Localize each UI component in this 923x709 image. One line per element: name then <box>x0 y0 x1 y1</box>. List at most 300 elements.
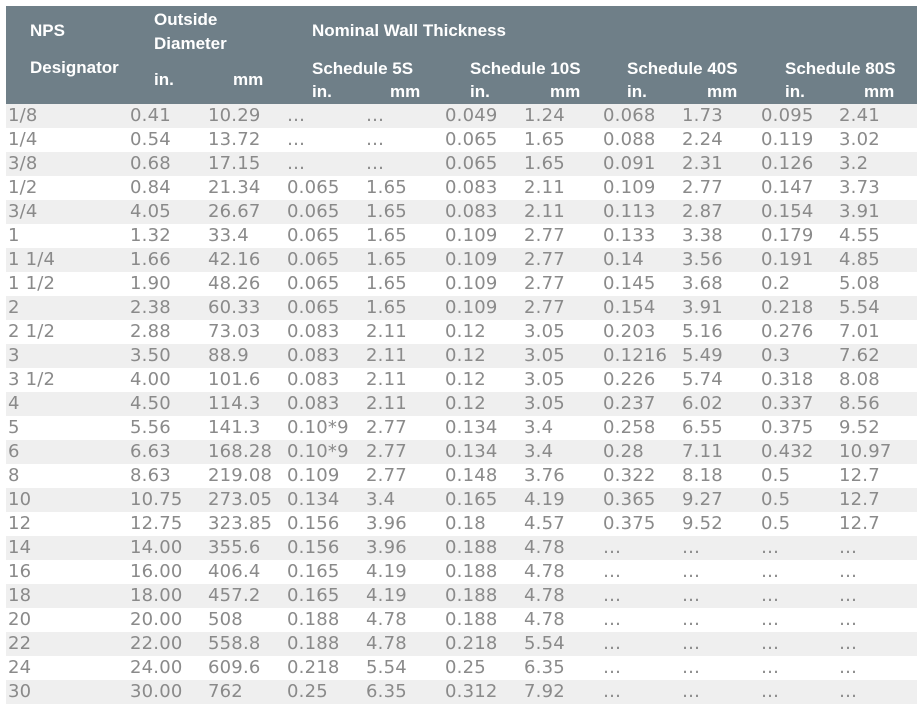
cell-sch80s-in: 0.147 <box>761 177 814 198</box>
cell-sch40s-in: … <box>603 681 622 702</box>
cell-od-in: 0.68 <box>130 153 171 174</box>
cell-sch40s-in: 0.237 <box>603 393 656 414</box>
cell-nps: 1 1/2 <box>8 273 56 294</box>
cell-nps: 16 <box>8 561 32 582</box>
table-row <box>6 176 917 200</box>
designator-header: Designator <box>30 58 119 77</box>
cell-sch10s-in: 0.134 <box>445 441 498 462</box>
cell-sch10s-mm: 4.78 <box>524 537 565 558</box>
cell-od-in: 14.00 <box>130 537 183 558</box>
cell-sch40s-mm: 1.73 <box>682 105 723 126</box>
cell-sch40s-in: … <box>603 657 622 678</box>
cell-od-mm: 17.15 <box>208 153 261 174</box>
table-row <box>6 680 917 704</box>
cell-sch80s-in: … <box>761 585 780 606</box>
cell-sch40s-in: 0.088 <box>603 129 656 150</box>
cell-sch40s-in: 0.322 <box>603 465 656 486</box>
cell-sch80s-mm: 12.7 <box>839 465 880 486</box>
cell-nps: 30 <box>8 681 32 702</box>
cell-od-mm: 457.2 <box>208 585 261 606</box>
nominal-wall-header: Nominal Wall Thickness <box>312 21 506 40</box>
cell-sch80s-in: 0.218 <box>761 297 814 318</box>
cell-od-mm: 48.26 <box>208 273 261 294</box>
cell-od-in: 16.00 <box>130 561 183 582</box>
schedule-80s-mm-header: mm <box>864 82 895 101</box>
table-row <box>6 632 917 656</box>
cell-od-in: 22.00 <box>130 633 183 654</box>
cell-sch80s-mm: 12.7 <box>839 489 880 510</box>
cell-sch10s-in: 0.049 <box>445 105 498 126</box>
cell-od-in: 3.50 <box>130 345 171 366</box>
cell-od-mm: 558.8 <box>208 633 261 654</box>
table-row <box>6 152 917 176</box>
cell-sch80s-in: 0.432 <box>761 441 814 462</box>
cell-sch10s-in: 0.12 <box>445 321 486 342</box>
cell-od-in: 4.05 <box>130 201 171 222</box>
cell-sch5s-in: 0.10*9 <box>287 441 349 462</box>
cell-sch40s-mm: … <box>682 585 701 606</box>
od-mm-header: mm <box>233 70 264 89</box>
cell-sch40s-in: 0.258 <box>603 417 656 438</box>
table-row <box>6 296 917 320</box>
cell-sch40s-in: 0.203 <box>603 321 656 342</box>
cell-sch10s-mm: 2.11 <box>524 201 565 222</box>
cell-od-in: 1.90 <box>130 273 171 294</box>
cell-sch40s-in: 0.091 <box>603 153 656 174</box>
cell-sch10s-mm: 3.05 <box>524 369 565 390</box>
cell-sch80s-mm: 4.55 <box>839 225 880 246</box>
cell-sch40s-mm: 2.24 <box>682 129 723 150</box>
cell-od-mm: 33.4 <box>208 225 249 246</box>
cell-od-in: 2.88 <box>130 321 171 342</box>
schedule-40s-header: Schedule 40S <box>627 59 738 78</box>
cell-od-mm: 219.08 <box>208 465 273 486</box>
cell-sch5s-in: 0.165 <box>287 585 340 606</box>
table-row <box>6 128 917 152</box>
cell-od-in: 1.66 <box>130 249 171 270</box>
cell-sch40s-in: 0.375 <box>603 513 656 534</box>
cell-sch10s-in: 0.083 <box>445 201 498 222</box>
cell-od-mm: 101.6 <box>208 369 261 390</box>
cell-od-mm: 355.6 <box>208 537 261 558</box>
cell-sch40s-mm: 3.68 <box>682 273 723 294</box>
cell-sch80s-mm: 3.2 <box>839 153 869 174</box>
cell-sch5s-in: 0.109 <box>287 465 340 486</box>
cell-sch10s-in: 0.188 <box>445 609 498 630</box>
cell-sch10s-mm: 1.65 <box>524 129 565 150</box>
cell-nps: 20 <box>8 609 32 630</box>
cell-sch10s-mm: 2.77 <box>524 225 565 246</box>
cell-sch80s-in: 0.095 <box>761 105 814 126</box>
cell-sch10s-mm: 7.92 <box>524 681 565 702</box>
cell-sch10s-mm: 4.57 <box>524 513 565 534</box>
cell-nps: 3/8 <box>8 153 38 174</box>
cell-sch5s-in: 0.188 <box>287 609 340 630</box>
cell-nps: 1/2 <box>8 177 38 198</box>
cell-sch5s-mm: 2.77 <box>366 417 407 438</box>
cell-sch80s-mm: 3.02 <box>839 129 880 150</box>
schedule-5s-header: Schedule 5S <box>312 59 414 78</box>
table-row <box>6 608 917 632</box>
cell-sch80s-mm: … <box>839 681 858 702</box>
cell-sch10s-mm: 2.77 <box>524 273 565 294</box>
cell-sch80s-mm: … <box>839 585 858 606</box>
cell-sch10s-mm: 3.05 <box>524 345 565 366</box>
cell-od-in: 0.54 <box>130 129 171 150</box>
cell-od-in: 10.75 <box>130 489 183 510</box>
cell-od-in: 0.84 <box>130 177 171 198</box>
cell-sch40s-in: 0.1216 <box>603 345 668 366</box>
cell-sch80s-in: 0.5 <box>761 465 791 486</box>
cell-sch80s-mm: 9.52 <box>839 417 880 438</box>
cell-sch5s-in: 0.218 <box>287 657 340 678</box>
cell-sch5s-in: 0.065 <box>287 273 340 294</box>
od-in-header: in. <box>154 70 174 89</box>
cell-sch5s-in: … <box>287 105 306 126</box>
cell-sch40s-mm: 5.16 <box>682 321 723 342</box>
table-row <box>6 512 917 536</box>
cell-sch80s-in: 0.154 <box>761 201 814 222</box>
cell-sch5s-mm: 1.65 <box>366 177 407 198</box>
cell-sch10s-in: 0.218 <box>445 633 498 654</box>
cell-sch5s-in: 0.065 <box>287 225 340 246</box>
cell-od-mm: 762 <box>208 681 243 702</box>
cell-sch5s-mm: 2.11 <box>366 369 407 390</box>
table-row <box>6 392 917 416</box>
cell-sch40s-in: … <box>603 561 622 582</box>
cell-sch80s-in: 0.5 <box>761 489 791 510</box>
od-header-line2: Diameter <box>154 34 227 53</box>
cell-nps: 18 <box>8 585 32 606</box>
cell-sch80s-in: … <box>761 609 780 630</box>
table-row <box>6 416 917 440</box>
cell-sch5s-mm: 4.19 <box>366 585 407 606</box>
cell-sch40s-in: 0.109 <box>603 177 656 198</box>
cell-od-mm: 168.28 <box>208 441 273 462</box>
cell-sch40s-mm: 7.11 <box>682 441 723 462</box>
cell-sch80s-in: 0.5 <box>761 513 791 534</box>
cell-sch5s-in: … <box>287 129 306 150</box>
cell-sch10s-in: 0.109 <box>445 249 498 270</box>
cell-sch40s-in: 0.28 <box>603 441 644 462</box>
cell-sch5s-in: 0.10*9 <box>287 417 349 438</box>
cell-od-mm: 26.67 <box>208 201 261 222</box>
table-row <box>6 584 917 608</box>
cell-sch5s-mm: 3.96 <box>366 513 407 534</box>
schedule-80s-in-header: in. <box>785 82 805 101</box>
cell-sch5s-in: 0.065 <box>287 249 340 270</box>
cell-sch10s-mm: 3.4 <box>524 441 554 462</box>
cell-sch5s-in: … <box>287 153 306 174</box>
table-row <box>6 488 917 512</box>
cell-sch5s-mm: 1.65 <box>366 297 407 318</box>
cell-od-mm: 42.16 <box>208 249 261 270</box>
cell-od-in: 0.41 <box>130 105 171 126</box>
cell-od-in: 18.00 <box>130 585 183 606</box>
cell-sch5s-mm: 2.77 <box>366 441 407 462</box>
table-row <box>6 104 917 128</box>
cell-od-mm: 323.85 <box>208 513 273 534</box>
schedule-40s-mm-header: mm <box>707 82 738 101</box>
cell-sch40s-mm: 6.02 <box>682 393 723 414</box>
cell-nps: 10 <box>8 489 32 510</box>
cell-sch5s-in: 0.083 <box>287 393 340 414</box>
cell-nps: 1 1/4 <box>8 249 56 270</box>
cell-od-in: 20.00 <box>130 609 183 630</box>
cell-sch10s-in: 0.25 <box>445 657 486 678</box>
cell-sch5s-mm: 6.35 <box>366 681 407 702</box>
cell-sch80s-in: 0.119 <box>761 129 814 150</box>
cell-sch40s-mm: … <box>682 657 701 678</box>
cell-sch40s-mm: 5.49 <box>682 345 723 366</box>
cell-sch10s-mm: 4.78 <box>524 609 565 630</box>
cell-sch10s-mm: 3.05 <box>524 321 565 342</box>
cell-sch5s-in: 0.156 <box>287 513 340 534</box>
nps-header: NPS <box>30 21 65 40</box>
cell-sch10s-mm: 1.24 <box>524 105 565 126</box>
cell-sch40s-mm: … <box>682 561 701 582</box>
cell-sch40s-mm: 6.55 <box>682 417 723 438</box>
cell-sch80s-in: … <box>761 633 780 654</box>
cell-sch80s-in: 0.126 <box>761 153 814 174</box>
cell-sch80s-in: 0.179 <box>761 225 814 246</box>
cell-nps: 1/8 <box>8 105 38 126</box>
cell-nps: 24 <box>8 657 32 678</box>
cell-sch10s-mm: 3.4 <box>524 417 554 438</box>
cell-sch40s-in: … <box>603 609 622 630</box>
cell-sch10s-in: 0.065 <box>445 153 498 174</box>
table-row <box>6 272 917 296</box>
cell-sch40s-mm: 2.31 <box>682 153 723 174</box>
cell-sch40s-mm: … <box>682 609 701 630</box>
cell-sch5s-mm: 2.11 <box>366 393 407 414</box>
cell-nps: 1 <box>8 225 20 246</box>
cell-sch40s-mm: … <box>682 537 701 558</box>
cell-sch5s-mm: 4.78 <box>366 609 407 630</box>
cell-sch10s-in: 0.312 <box>445 681 498 702</box>
cell-od-mm: 73.03 <box>208 321 261 342</box>
cell-sch5s-mm: 5.54 <box>366 657 407 678</box>
cell-sch5s-mm: 1.65 <box>366 249 407 270</box>
cell-od-mm: 141.3 <box>208 417 261 438</box>
cell-sch10s-in: 0.109 <box>445 225 498 246</box>
cell-sch80s-mm: 7.01 <box>839 321 880 342</box>
cell-sch40s-mm: 9.52 <box>682 513 723 534</box>
schedule-10s-header: Schedule 10S <box>470 59 581 78</box>
cell-sch10s-in: 0.12 <box>445 393 486 414</box>
od-header-line1: Outside <box>154 10 218 29</box>
cell-od-in: 8.63 <box>130 465 171 486</box>
cell-sch5s-in: 0.083 <box>287 369 340 390</box>
cell-sch80s-mm: … <box>839 561 858 582</box>
cell-nps: 3 1/2 <box>8 369 56 390</box>
cell-sch80s-in: 0.337 <box>761 393 814 414</box>
cell-sch5s-in: 0.083 <box>287 345 340 366</box>
cell-sch40s-in: 0.145 <box>603 273 656 294</box>
cell-sch10s-mm: 6.35 <box>524 657 565 678</box>
cell-sch40s-mm: … <box>682 633 701 654</box>
cell-sch5s-in: 0.134 <box>287 489 340 510</box>
cell-sch5s-in: 0.188 <box>287 633 340 654</box>
cell-sch40s-in: 0.365 <box>603 489 656 510</box>
cell-od-mm: 21.34 <box>208 177 261 198</box>
schedule-10s-in-header: in. <box>470 82 490 101</box>
cell-sch10s-mm: 2.77 <box>524 297 565 318</box>
cell-od-mm: 609.6 <box>208 657 261 678</box>
cell-od-in: 1.32 <box>130 225 171 246</box>
cell-sch5s-mm: 4.78 <box>366 633 407 654</box>
cell-nps: 14 <box>8 537 32 558</box>
cell-nps: 12 <box>8 513 32 534</box>
cell-sch40s-in: 0.14 <box>603 249 644 270</box>
cell-sch80s-in: … <box>761 561 780 582</box>
cell-nps: 1/4 <box>8 129 38 150</box>
table-row <box>6 224 917 248</box>
cell-sch80s-mm: 10.97 <box>839 441 892 462</box>
cell-sch80s-mm: … <box>839 633 858 654</box>
cell-sch5s-mm: … <box>366 153 385 174</box>
cell-sch10s-in: 0.109 <box>445 273 498 294</box>
cell-od-in: 30.00 <box>130 681 183 702</box>
cell-od-in: 4.50 <box>130 393 171 414</box>
cell-sch40s-mm: … <box>682 681 701 702</box>
cell-nps: 3 <box>8 345 20 366</box>
cell-sch5s-in: 0.083 <box>287 321 340 342</box>
cell-sch10s-in: 0.083 <box>445 177 498 198</box>
cell-od-mm: 13.72 <box>208 129 261 150</box>
cell-sch40s-in: 0.113 <box>603 201 656 222</box>
cell-nps: 22 <box>8 633 32 654</box>
cell-sch5s-mm: 3.96 <box>366 537 407 558</box>
cell-sch80s-in: … <box>761 657 780 678</box>
cell-od-in: 4.00 <box>130 369 171 390</box>
table-row <box>6 440 917 464</box>
table-row <box>6 320 917 344</box>
cell-sch80s-mm: 8.08 <box>839 369 880 390</box>
cell-sch10s-in: 0.18 <box>445 513 486 534</box>
cell-od-mm: 114.3 <box>208 393 261 414</box>
cell-sch10s-in: 0.148 <box>445 465 498 486</box>
table-row <box>6 536 917 560</box>
cell-sch10s-in: 0.188 <box>445 537 498 558</box>
cell-sch5s-in: 0.065 <box>287 201 340 222</box>
cell-sch10s-mm: 4.19 <box>524 489 565 510</box>
cell-sch5s-mm: 2.77 <box>366 465 407 486</box>
cell-sch40s-mm: 5.74 <box>682 369 723 390</box>
cell-nps: 5 <box>8 417 20 438</box>
cell-sch5s-mm: 1.65 <box>366 225 407 246</box>
cell-sch80s-mm: … <box>839 537 858 558</box>
table-row <box>6 368 917 392</box>
cell-od-in: 2.38 <box>130 297 171 318</box>
cell-sch40s-in: 0.154 <box>603 297 656 318</box>
cell-sch10s-mm: 2.11 <box>524 177 565 198</box>
cell-od-mm: 10.29 <box>208 105 261 126</box>
cell-od-in: 24.00 <box>130 657 183 678</box>
cell-sch80s-in: 0.3 <box>761 345 791 366</box>
cell-sch5s-mm: 1.65 <box>366 273 407 294</box>
cell-nps: 3/4 <box>8 201 38 222</box>
cell-sch5s-mm: 3.4 <box>366 489 396 510</box>
cell-sch40s-mm: 2.87 <box>682 201 723 222</box>
cell-sch5s-in: 0.165 <box>287 561 340 582</box>
cell-sch40s-in: … <box>603 633 622 654</box>
cell-sch80s-mm: 12.7 <box>839 513 880 534</box>
cell-sch5s-mm: … <box>366 105 385 126</box>
cell-sch80s-in: 0.2 <box>761 273 791 294</box>
cell-sch10s-in: 0.165 <box>445 489 498 510</box>
cell-sch80s-in: 0.318 <box>761 369 814 390</box>
table-row <box>6 248 917 272</box>
cell-sch40s-mm: 8.18 <box>682 465 723 486</box>
cell-sch10s-in: 0.12 <box>445 369 486 390</box>
cell-sch5s-in: 0.25 <box>287 681 328 702</box>
cell-sch10s-in: 0.12 <box>445 345 486 366</box>
cell-sch80s-mm: 7.62 <box>839 345 880 366</box>
cell-sch10s-in: 0.109 <box>445 297 498 318</box>
cell-sch80s-mm: 3.91 <box>839 201 880 222</box>
cell-sch40s-mm: 9.27 <box>682 489 723 510</box>
cell-nps: 2 <box>8 297 20 318</box>
cell-od-in: 12.75 <box>130 513 183 534</box>
cell-sch40s-in: … <box>603 585 622 606</box>
cell-sch80s-mm: … <box>839 609 858 630</box>
schedule-5s-mm-header: mm <box>390 82 421 101</box>
cell-sch40s-in: 0.068 <box>603 105 656 126</box>
cell-sch10s-mm: 4.78 <box>524 561 565 582</box>
cell-sch10s-mm: 5.54 <box>524 633 565 654</box>
cell-sch10s-in: 0.065 <box>445 129 498 150</box>
cell-sch80s-mm: 5.54 <box>839 297 880 318</box>
cell-sch40s-in: … <box>603 537 622 558</box>
cell-sch10s-mm: 3.05 <box>524 393 565 414</box>
cell-nps: 8 <box>8 465 20 486</box>
cell-sch5s-in: 0.065 <box>287 177 340 198</box>
cell-sch5s-mm: 1.65 <box>366 201 407 222</box>
cell-sch80s-in: … <box>761 537 780 558</box>
table-row <box>6 560 917 584</box>
cell-sch80s-in: 0.191 <box>761 249 814 270</box>
schedule-10s-mm-header: mm <box>550 82 581 101</box>
cell-od-mm: 88.9 <box>208 345 249 366</box>
cell-sch10s-mm: 3.76 <box>524 465 565 486</box>
cell-sch5s-in: 0.065 <box>287 297 340 318</box>
cell-sch80s-mm: … <box>839 657 858 678</box>
table-row <box>6 200 917 224</box>
cell-sch80s-mm: 4.85 <box>839 249 880 270</box>
cell-od-mm: 60.33 <box>208 297 261 318</box>
cell-od-mm: 508 <box>208 609 243 630</box>
cell-sch80s-mm: 5.08 <box>839 273 880 294</box>
cell-sch5s-mm: … <box>366 129 385 150</box>
table-row <box>6 464 917 488</box>
cell-sch40s-mm: 2.77 <box>682 177 723 198</box>
cell-sch80s-mm: 3.73 <box>839 177 880 198</box>
cell-sch10s-mm: 1.65 <box>524 153 565 174</box>
cell-sch80s-mm: 2.41 <box>839 105 880 126</box>
cell-sch10s-mm: 2.77 <box>524 249 565 270</box>
schedule-40s-in-header: in. <box>627 82 647 101</box>
cell-sch40s-mm: 3.38 <box>682 225 723 246</box>
cell-nps: 2 1/2 <box>8 321 56 342</box>
cell-sch5s-mm: 2.11 <box>366 345 407 366</box>
cell-sch10s-in: 0.188 <box>445 585 498 606</box>
cell-sch80s-in: … <box>761 681 780 702</box>
cell-od-in: 6.63 <box>130 441 171 462</box>
cell-sch40s-in: 0.226 <box>603 369 656 390</box>
cell-sch5s-mm: 2.11 <box>366 321 407 342</box>
cell-sch40s-mm: 3.56 <box>682 249 723 270</box>
